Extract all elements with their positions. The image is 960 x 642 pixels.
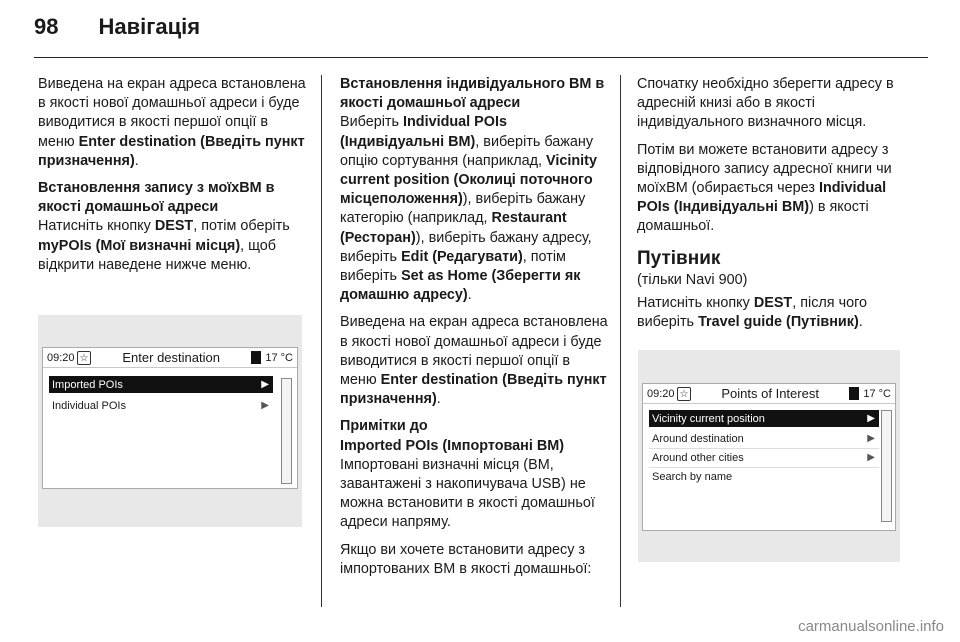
- col3-paragraph-4: Натисніть кнопку DEST, після чого виберіть Travel guide (Путівник).: [637, 294, 868, 331]
- display-screen: [642, 383, 896, 531]
- scrollbar[interactable]: [881, 410, 892, 522]
- screen-title: Points of Interest: [721, 386, 819, 401]
- column-3: [637, 75, 909, 340]
- screenshot-enter-destination: [38, 315, 302, 527]
- status-bar: [43, 348, 297, 368]
- col1-heading-home-from-mypois: Встановлення запису з моїхВМ в якості домашньої адреси: [38, 180, 275, 216]
- col3-paragraph-2: Потім ви можете встановити адресу з відповідного запису адресної книги чи моїхВМ (обирається через Individual POIs (Індивідуальні ВМ)) в якості домашньої.: [637, 141, 892, 235]
- chevron-right-icon: ▶: [867, 433, 875, 444]
- column-2: [340, 75, 608, 587]
- column-divider-2: [620, 75, 621, 607]
- col1-paragraph-2: Натисніть кнопку DEST, потім оберіть myPOIs (Мої визначні місця), щоб відкрити наведене нижче меню.: [38, 218, 290, 273]
- fuel-icon: [849, 387, 859, 400]
- favorite-icon: ☆: [677, 387, 691, 401]
- page-number: 98: [34, 14, 59, 39]
- chevron-right-icon: ▶: [261, 379, 269, 390]
- header-rule: [34, 57, 928, 58]
- menu-item-search-by-name[interactable]: Search by name: [652, 470, 733, 483]
- fuel-icon: [251, 351, 261, 364]
- status-bar: [643, 384, 895, 404]
- screenshot-points-of-interest: [638, 350, 900, 562]
- chevron-right-icon: ▶: [867, 452, 875, 463]
- menu-item-around-destination[interactable]: Around destination ▶: [652, 432, 875, 445]
- col2-heading-imported-pois: Imported POIs (Імпортовані ВМ): [340, 437, 565, 454]
- menu-item-individual-pois[interactable]: Individual POIs ▶: [52, 399, 269, 412]
- menu-item-imported-pois[interactable]: Imported POIs ▶: [49, 376, 273, 393]
- menu-item-around-other-cities[interactable]: Around other cities ▶: [652, 451, 875, 464]
- col2-heading-home-from-individual: Встановлення індивідуального ВМ в якості домашньої адреси: [340, 76, 605, 112]
- page-title: Навігація: [98, 14, 201, 39]
- col3-heading-travel-guide: Путівник: [637, 247, 721, 269]
- scrollbar[interactable]: [281, 378, 292, 484]
- col2-paragraph-2: Виведена на екран адреса встановлена в якості нової домашньої адреси і буде виводитися в якості першої опції в меню Enter destination (Введіть пункт призначення).: [340, 314, 608, 408]
- temperature: 17 °C: [863, 387, 891, 400]
- col3-paragraph-3: (тільки Navi 900): [637, 271, 748, 288]
- col2-paragraph-3: Імпортовані визначні місця (ВМ, завантажені з накопичувача USB) не можна встановити в якості домашньої адреси напряму.: [340, 456, 595, 531]
- temperature: 17 °C: [265, 351, 293, 364]
- column-divider-1: [321, 75, 322, 607]
- chevron-right-icon: ▶: [261, 400, 269, 411]
- page-header: [34, 14, 200, 40]
- chevron-right-icon: ▶: [867, 413, 875, 424]
- col2-paragraph-4: Якщо ви хочете встановити адресу з імпортованих ВМ в якості домашньої:: [340, 541, 592, 577]
- col2-paragraph-1: Виберіть Individual POIs (Індивідуальні ВМ), виберіть бажану опцію сортування (наприклад, Vicinity current position (Околиці поточного місцеположення)), виберіть бажану категорію (наприклад, Restaurant (Ресторан)), виберіть бажану адресу, виберіть Edit (Редагувати), потім виберіть Set as Home (Зберегти як домашню адресу).: [340, 114, 597, 304]
- clock-time: 09:20: [47, 351, 75, 364]
- watermark-text: carmanualsonline.info: [798, 618, 944, 635]
- col3-paragraph-1: Спочатку необхідно зберегти адресу в адресній книзі або в якості індивідуального визначного місця.: [637, 76, 894, 131]
- col2-heading-notes: Примітки до: [340, 418, 428, 435]
- column-1: [38, 75, 306, 283]
- menu-item-vicinity-current-position[interactable]: Vicinity current position ▶: [649, 410, 879, 427]
- col1-paragraph-1: Виведена на екран адреса встановлена в якості нової домашньої адреси і буде виводитися в якості першої опції в меню Enter destination (Введіть пункт призначення).: [38, 76, 306, 169]
- screen-title: Enter destination: [122, 350, 220, 365]
- clock-time: 09:20: [647, 387, 675, 400]
- display-screen: [42, 347, 298, 489]
- favorite-icon: ☆: [77, 351, 91, 365]
